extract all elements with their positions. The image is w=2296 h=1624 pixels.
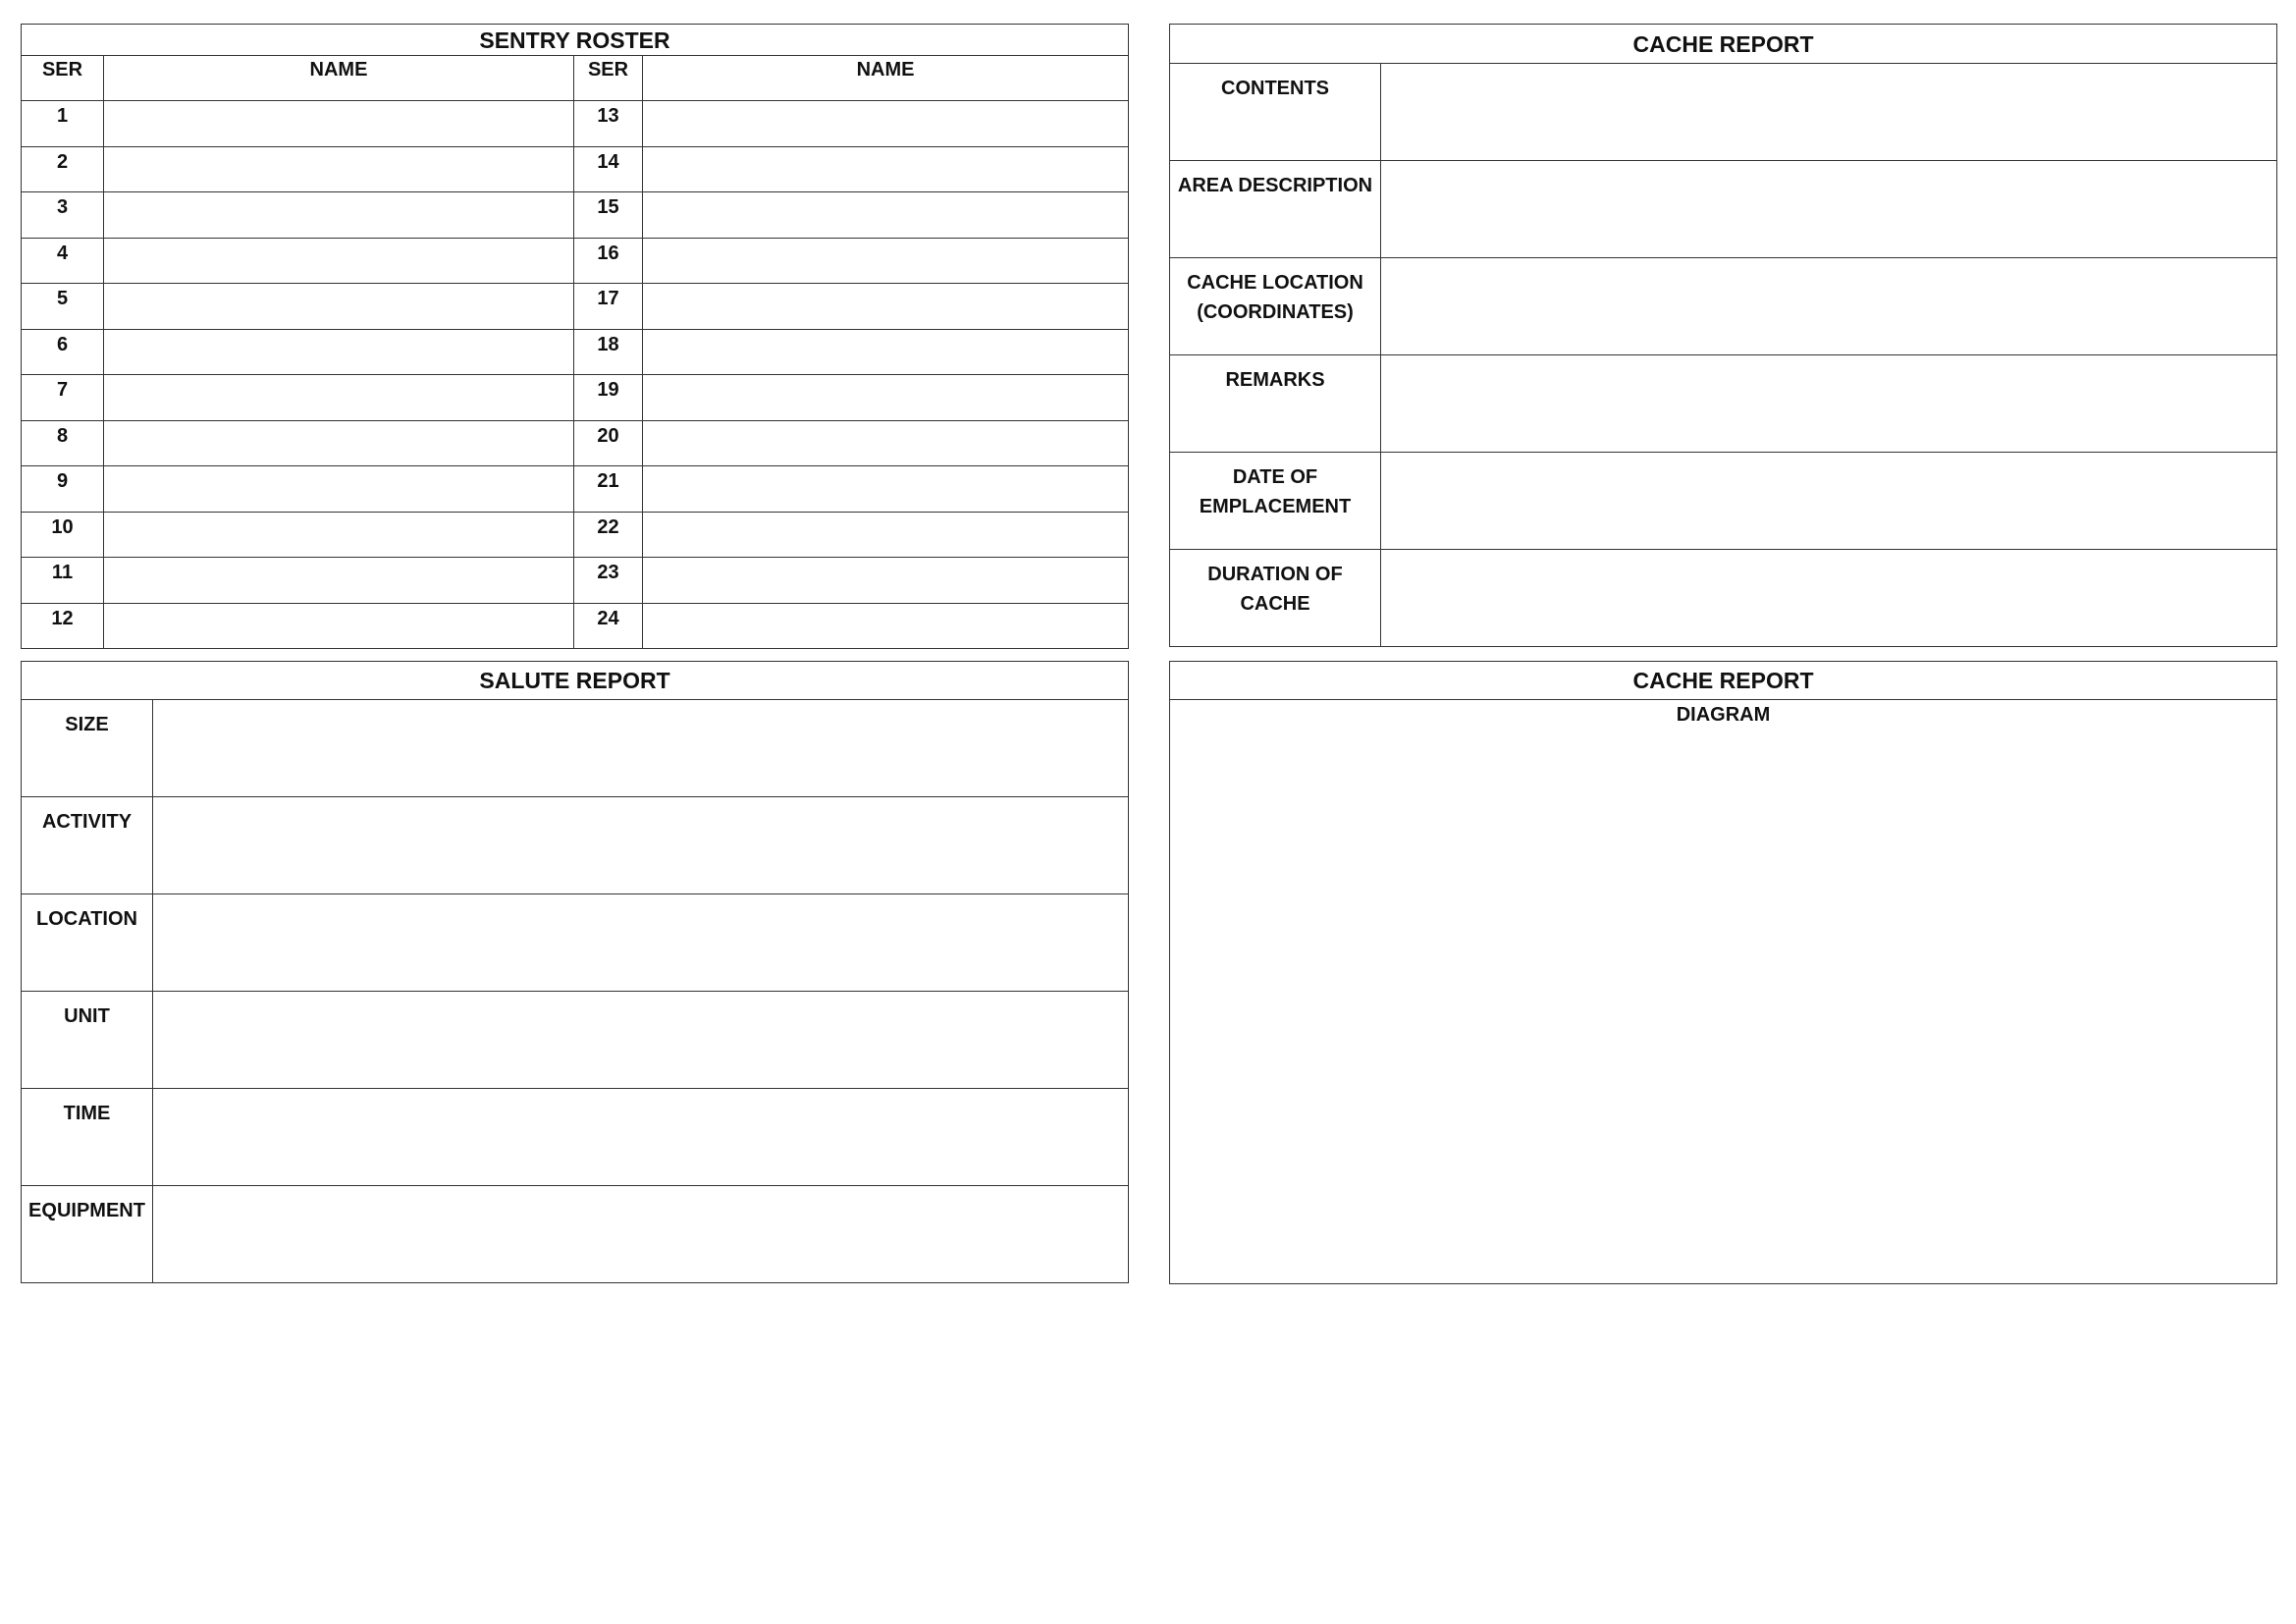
table-row xyxy=(22,238,1129,284)
ser-right-cell: 23 xyxy=(574,558,643,604)
ser-left-cell: 1 xyxy=(22,101,104,147)
name-left-input-cell[interactable] xyxy=(104,603,574,649)
cache-report-table xyxy=(1169,24,2277,647)
ser-right-cell: 14 xyxy=(574,146,643,192)
name-left-input-cell[interactable] xyxy=(104,101,574,147)
ser-left-cell: 3 xyxy=(22,192,104,239)
cache-field-value-cell[interactable] xyxy=(1381,550,2277,647)
name-left-input-cell[interactable] xyxy=(104,146,574,192)
cache-field-value-cell[interactable] xyxy=(1381,453,2277,550)
table-row xyxy=(22,512,1129,558)
table-row xyxy=(22,375,1129,421)
sentry-roster-table xyxy=(21,24,1129,649)
salute-field-value-cell[interactable] xyxy=(153,1186,1129,1283)
col-header-name-right: NAME xyxy=(643,56,1129,101)
cache-field-label: CONTENTS xyxy=(1170,64,1381,161)
name-right-input-cell[interactable] xyxy=(643,284,1129,330)
diagram-area[interactable] xyxy=(1170,700,2277,1284)
ser-right-cell: 13 xyxy=(574,101,643,147)
cache-diagram-table xyxy=(1169,661,2277,1284)
salute-field-value-cell[interactable] xyxy=(153,797,1129,894)
salute-field-value-cell[interactable] xyxy=(153,894,1129,992)
sentry-roster-title: SENTRY ROSTER xyxy=(22,25,1129,56)
name-left-input-cell[interactable] xyxy=(104,512,574,558)
name-right-input-cell[interactable] xyxy=(643,512,1129,558)
ser-left-cell: 9 xyxy=(22,466,104,513)
cache-field-row xyxy=(1170,550,2277,647)
salute-field-row xyxy=(22,1089,1129,1186)
name-left-input-cell[interactable] xyxy=(104,192,574,239)
ser-right-cell: 20 xyxy=(574,420,643,466)
name-right-input-cell[interactable] xyxy=(643,146,1129,192)
ser-right-cell: 19 xyxy=(574,375,643,421)
salute-report-table xyxy=(21,661,1129,1283)
ser-left-cell: 8 xyxy=(22,420,104,466)
table-row xyxy=(22,284,1129,330)
salute-field-label: SIZE xyxy=(22,700,153,797)
cache-field-label: AREA DESCRIPTION xyxy=(1170,161,1381,258)
salute-field-value-cell[interactable] xyxy=(153,992,1129,1089)
cache-field-value-cell[interactable] xyxy=(1381,258,2277,355)
name-right-input-cell[interactable] xyxy=(643,192,1129,239)
cache-field-row xyxy=(1170,64,2277,161)
name-right-input-cell[interactable] xyxy=(643,238,1129,284)
salute-field-row xyxy=(22,700,1129,797)
table-row xyxy=(22,101,1129,147)
name-right-input-cell[interactable] xyxy=(643,375,1129,421)
cache-field-row xyxy=(1170,355,2277,453)
ser-right-cell: 21 xyxy=(574,466,643,513)
ser-left-cell: 11 xyxy=(22,558,104,604)
cache-field-row xyxy=(1170,161,2277,258)
name-left-input-cell[interactable] xyxy=(104,238,574,284)
salute-field-label: LOCATION xyxy=(22,894,153,992)
cache-field-label: DATE OF EMPLACEMENT xyxy=(1170,453,1381,550)
name-left-input-cell[interactable] xyxy=(104,284,574,330)
ser-left-cell: 10 xyxy=(22,512,104,558)
salute-report-title: SALUTE REPORT xyxy=(22,662,1129,700)
name-right-input-cell[interactable] xyxy=(643,558,1129,604)
name-left-input-cell[interactable] xyxy=(104,329,574,375)
ser-right-cell: 22 xyxy=(574,512,643,558)
salute-field-row xyxy=(22,1186,1129,1283)
cache-field-value-cell[interactable] xyxy=(1381,161,2277,258)
salute-field-row xyxy=(22,797,1129,894)
name-right-input-cell[interactable] xyxy=(643,466,1129,513)
table-row xyxy=(22,420,1129,466)
cache-field-row xyxy=(1170,453,2277,550)
salute-field-value-cell[interactable] xyxy=(153,700,1129,797)
salute-field-label: ACTIVITY xyxy=(22,797,153,894)
ser-right-cell: 18 xyxy=(574,329,643,375)
name-left-input-cell[interactable] xyxy=(104,420,574,466)
salute-field-label: UNIT xyxy=(22,992,153,1089)
salute-field-label: EQUIPMENT xyxy=(22,1186,153,1283)
name-left-input-cell[interactable] xyxy=(104,558,574,604)
table-row xyxy=(22,603,1129,649)
table-row xyxy=(22,192,1129,239)
ser-left-cell: 2 xyxy=(22,146,104,192)
salute-field-value-cell[interactable] xyxy=(153,1089,1129,1186)
cache-field-label: CACHE LOCATION (COORDINATES) xyxy=(1170,258,1381,355)
ser-left-cell: 7 xyxy=(22,375,104,421)
cache-field-value-cell[interactable] xyxy=(1381,355,2277,453)
name-left-input-cell[interactable] xyxy=(104,375,574,421)
salute-field-row xyxy=(22,894,1129,992)
cache-field-value-cell[interactable] xyxy=(1381,64,2277,161)
name-right-input-cell[interactable] xyxy=(643,420,1129,466)
col-header-ser-left: SER xyxy=(22,56,104,101)
ser-left-cell: 4 xyxy=(22,238,104,284)
ser-right-cell: 24 xyxy=(574,603,643,649)
ser-left-cell: 12 xyxy=(22,603,104,649)
ser-right-cell: 16 xyxy=(574,238,643,284)
name-right-input-cell[interactable] xyxy=(643,329,1129,375)
cache-field-row xyxy=(1170,258,2277,355)
name-right-input-cell[interactable] xyxy=(643,101,1129,147)
cache-diagram-title: CACHE REPORT xyxy=(1170,662,2277,700)
cache-field-label: DURATION OF CACHE xyxy=(1170,550,1381,647)
name-left-input-cell[interactable] xyxy=(104,466,574,513)
name-right-input-cell[interactable] xyxy=(643,603,1129,649)
cache-field-label: REMARKS xyxy=(1170,355,1381,453)
diagram-label: DIAGRAM xyxy=(1676,704,1771,726)
salute-field-label: TIME xyxy=(22,1089,153,1186)
ser-left-cell: 5 xyxy=(22,284,104,330)
cache-report-title: CACHE REPORT xyxy=(1170,25,2277,64)
col-header-ser-right: SER xyxy=(574,56,643,101)
table-row xyxy=(22,466,1129,513)
table-row xyxy=(22,558,1129,604)
col-header-name-left: NAME xyxy=(104,56,574,101)
ser-right-cell: 15 xyxy=(574,192,643,239)
ser-left-cell: 6 xyxy=(22,329,104,375)
table-row xyxy=(22,329,1129,375)
ser-right-cell: 17 xyxy=(574,284,643,330)
table-row xyxy=(22,146,1129,192)
salute-field-row xyxy=(22,992,1129,1089)
